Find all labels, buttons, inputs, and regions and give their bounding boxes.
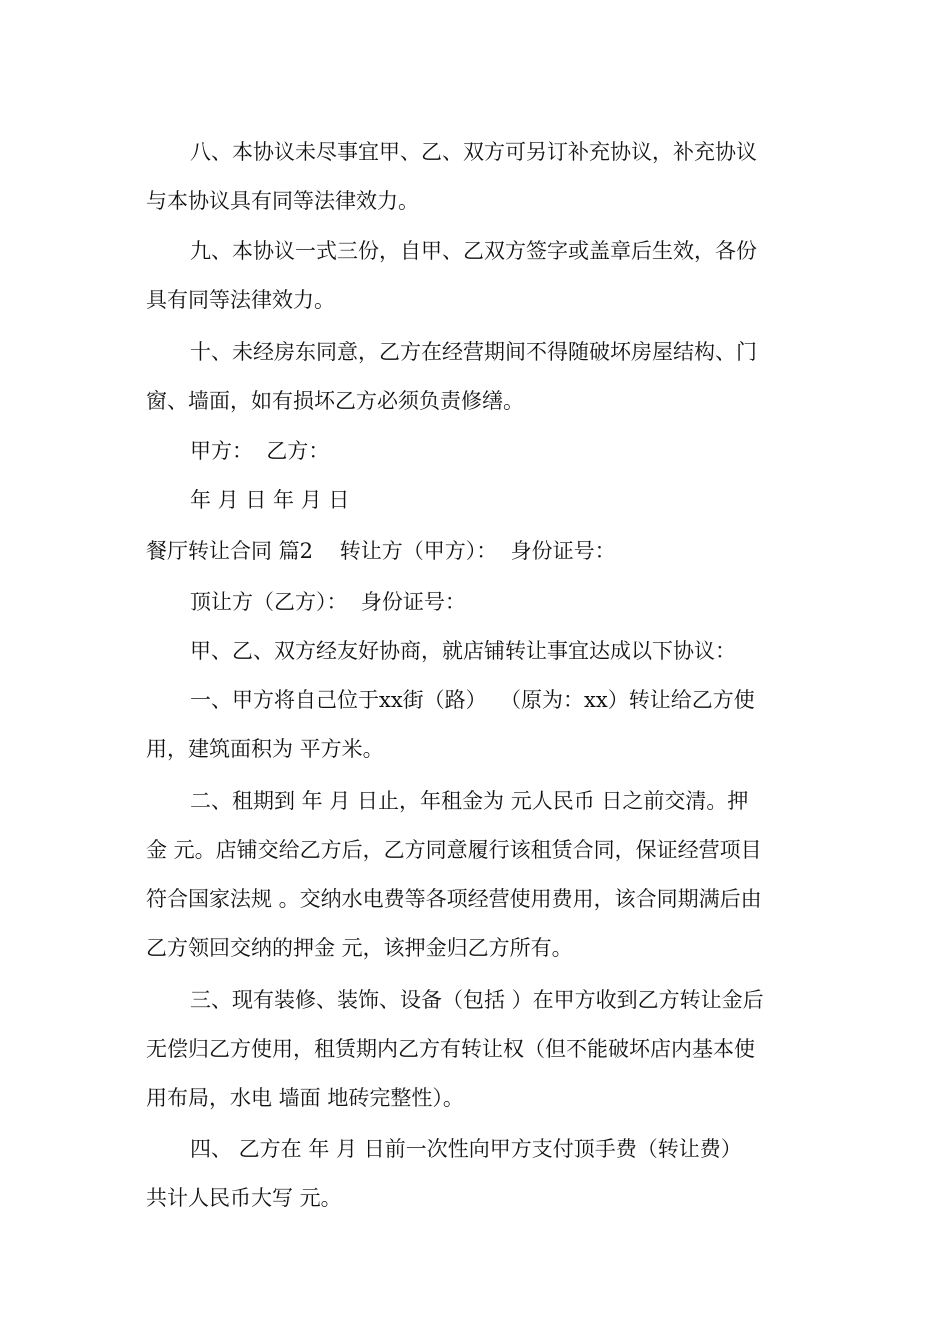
signature-parties-line: 甲方： 乙方： [190, 439, 330, 463]
paragraph-line: 窗、墙面，如有损坏乙方必须负责修缮。 [146, 389, 524, 413]
paragraph-line: 十、未经房东同意，乙方在经营期间不得随破坏房屋结构、门 [190, 340, 757, 364]
paragraph-line: 三、现有装修、装饰、设备（包括 ）在甲方收到乙方转让金后 [190, 988, 764, 1012]
paragraph-line: 乙方领回交纳的押金 元，该押金归乙方所有。 [146, 936, 573, 960]
paragraph-line: 甲、乙、双方经友好协商，就店铺转让事宜达成以下协议： [190, 639, 736, 663]
paragraph-line: 无偿归乙方使用，租赁期内乙方有转让权（但不能破坏店内基本使 [146, 1037, 755, 1061]
paragraph-line: 金 元。店铺交给乙方后，乙方同意履行该租赁合同，保证经营项目 [146, 838, 762, 862]
paragraph-line: 用，建筑面积为 平方米。 [146, 737, 384, 761]
signature-date-line: 年 月 日 年 月 日 [190, 488, 350, 512]
paragraph-line: 九、本协议一式三份，自甲、乙双方签字或盖章后生效，各份 [190, 239, 757, 263]
paragraph-line: 顶让方（乙方）： 身份证号： [190, 590, 466, 614]
contract-heading-line: 餐厅转让合同 篇2 转让方（甲方）： 身份证号： [146, 539, 616, 563]
paragraph-line: 一、甲方将自己位于xx街（路） （原为：xx）转让给乙方使 [190, 688, 755, 712]
paragraph-line: 二、租期到 年 月 日止，年租金为 元人民币 日之前交清。押 [190, 789, 749, 813]
paragraph-line: 四、 乙方在 年 月 日前一次性向甲方支付顶手费（转让费） [190, 1137, 742, 1161]
paragraph-line: 符合国家法规 。交纳水电费等各项经营使用费用，该合同期满后由 [146, 887, 762, 911]
paragraph-line: 八、本协议未尽事宜甲、乙、双方可另订补充协议，补充协议 [190, 140, 757, 164]
paragraph-line: 共计人民币大写 元。 [146, 1186, 342, 1210]
paragraph-line: 具有同等法律效力。 [146, 288, 335, 312]
paragraph-line: 用布局，水电 墙面 地砖完整性）。 [146, 1086, 464, 1110]
paragraph-line: 与本协议具有同等法律效力。 [146, 189, 419, 213]
